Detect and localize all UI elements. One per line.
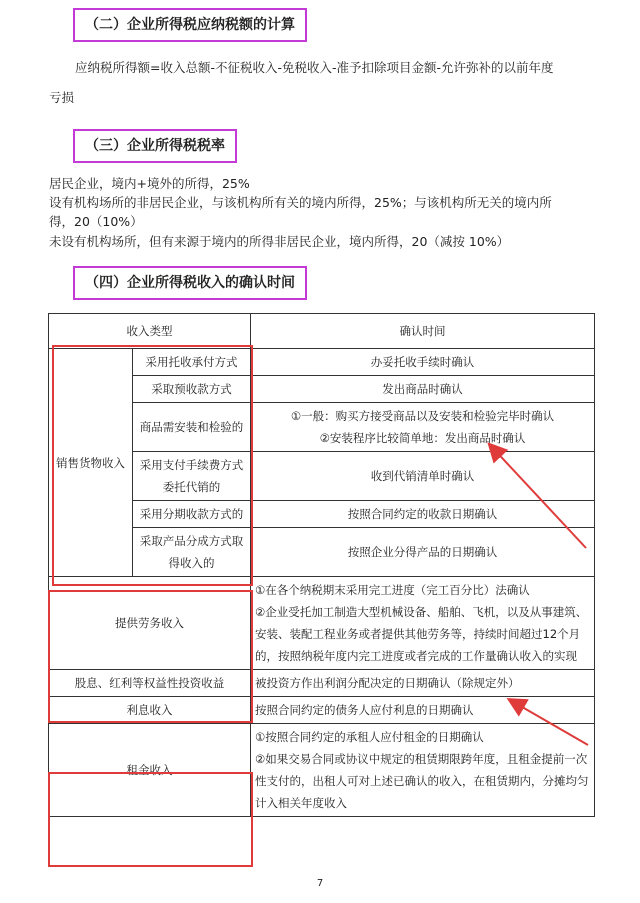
rate-line-4: 未设有机构场所，但有来源于境内的所得非居民企业，境内所得，20（减按 10%）	[49, 234, 510, 249]
sales-time: 按照企业分得产品的日期确认	[251, 528, 595, 577]
rate-line-2: 设有机构场所的非居民企业，与该机构所有关的境内所得，25%；与该机构所无关的境内所	[49, 195, 552, 210]
sales-time-line-2: ②安装程序比较简单地：发出商品时确认	[319, 431, 526, 445]
rent-time-line-2: ②如果交易合同或协议中规定的租赁期限跨年度，且租金提前一次性支付的，出租人可对上述已确认的收入，在租赁期内，分摊均匀计入相关年度收入	[255, 752, 589, 810]
header-type: 收入类型	[49, 314, 251, 349]
sales-income-label: 销售货物收入	[49, 349, 133, 577]
arrow-to-service-row	[510, 700, 588, 745]
formula-line-1: 应纳税所得额=收入总额-不征税收入-免税收入-准予扣除项目金额-允许弥补的以前年度	[75, 60, 554, 75]
sales-method: 采取产品分成方式取得收入的	[133, 528, 251, 577]
page-number: 7	[316, 878, 324, 889]
header-time: 确认时间	[251, 314, 595, 349]
sales-time: 收到代销清单时确认	[251, 452, 595, 501]
service-time-line-1: ①在各个纳税期末采用完工进度（完工百分比）法确认	[255, 583, 530, 597]
sales-time: 按照合同约定的收款日期确认	[251, 501, 595, 528]
interest-time: 按照合同约定的债务人应付利息的日期确认	[251, 697, 595, 724]
sales-time: 办妥托收手续时确认	[251, 349, 595, 376]
rent-time-line-1: ①按照合同约定的承租人应付租金的日期确认	[255, 730, 484, 744]
service-income-label: 提供劳务收入	[49, 577, 251, 670]
sales-method: 采用托收承付方式	[133, 349, 251, 376]
sales-method: 商品需安装和检验的	[133, 403, 251, 452]
sales-time-line-1: ①一般：购买方接受商品以及安装和检验完毕时确认	[290, 409, 555, 423]
service-time-line-2: ②企业受托加工制造大型机械设备、船舶、飞机，以及从事建筑、安装、装配工程业务或者提供其他劳务等，持续时间超过12个月的，按照纳税年度内完工进度或者完成的工作量确认收入的实现	[255, 605, 588, 663]
rent-income-label: 租金收入	[49, 724, 251, 817]
dividend-time: 被投资方作出利润分配决定的日期确认（除规定外）	[251, 670, 595, 697]
interest-income-label: 利息收入	[49, 697, 251, 724]
formula-line-2: 亏损	[49, 90, 75, 105]
sales-time: 发出商品时确认	[251, 376, 595, 403]
sales-method: 采用分期收款方式的	[133, 501, 251, 528]
arrow-to-sales-row	[490, 445, 586, 548]
sales-method: 采取预收款方式	[133, 376, 251, 403]
section-heading-4: （四）企业所得税收入的确认时间	[73, 266, 307, 300]
rate-line-1: 居民企业，境内+境外的所得，25%	[49, 176, 250, 191]
dividend-income-label: 股息、红利等权益性投资收益	[49, 670, 251, 697]
section-heading-3: （三）企业所得税税率	[73, 129, 237, 163]
sales-method: 采用支付手续费方式委托代销的	[133, 452, 251, 501]
section-heading-2: （二）企业所得税应纳税额的计算	[73, 8, 307, 42]
rate-line-3: 得，20（10%）	[49, 214, 143, 229]
